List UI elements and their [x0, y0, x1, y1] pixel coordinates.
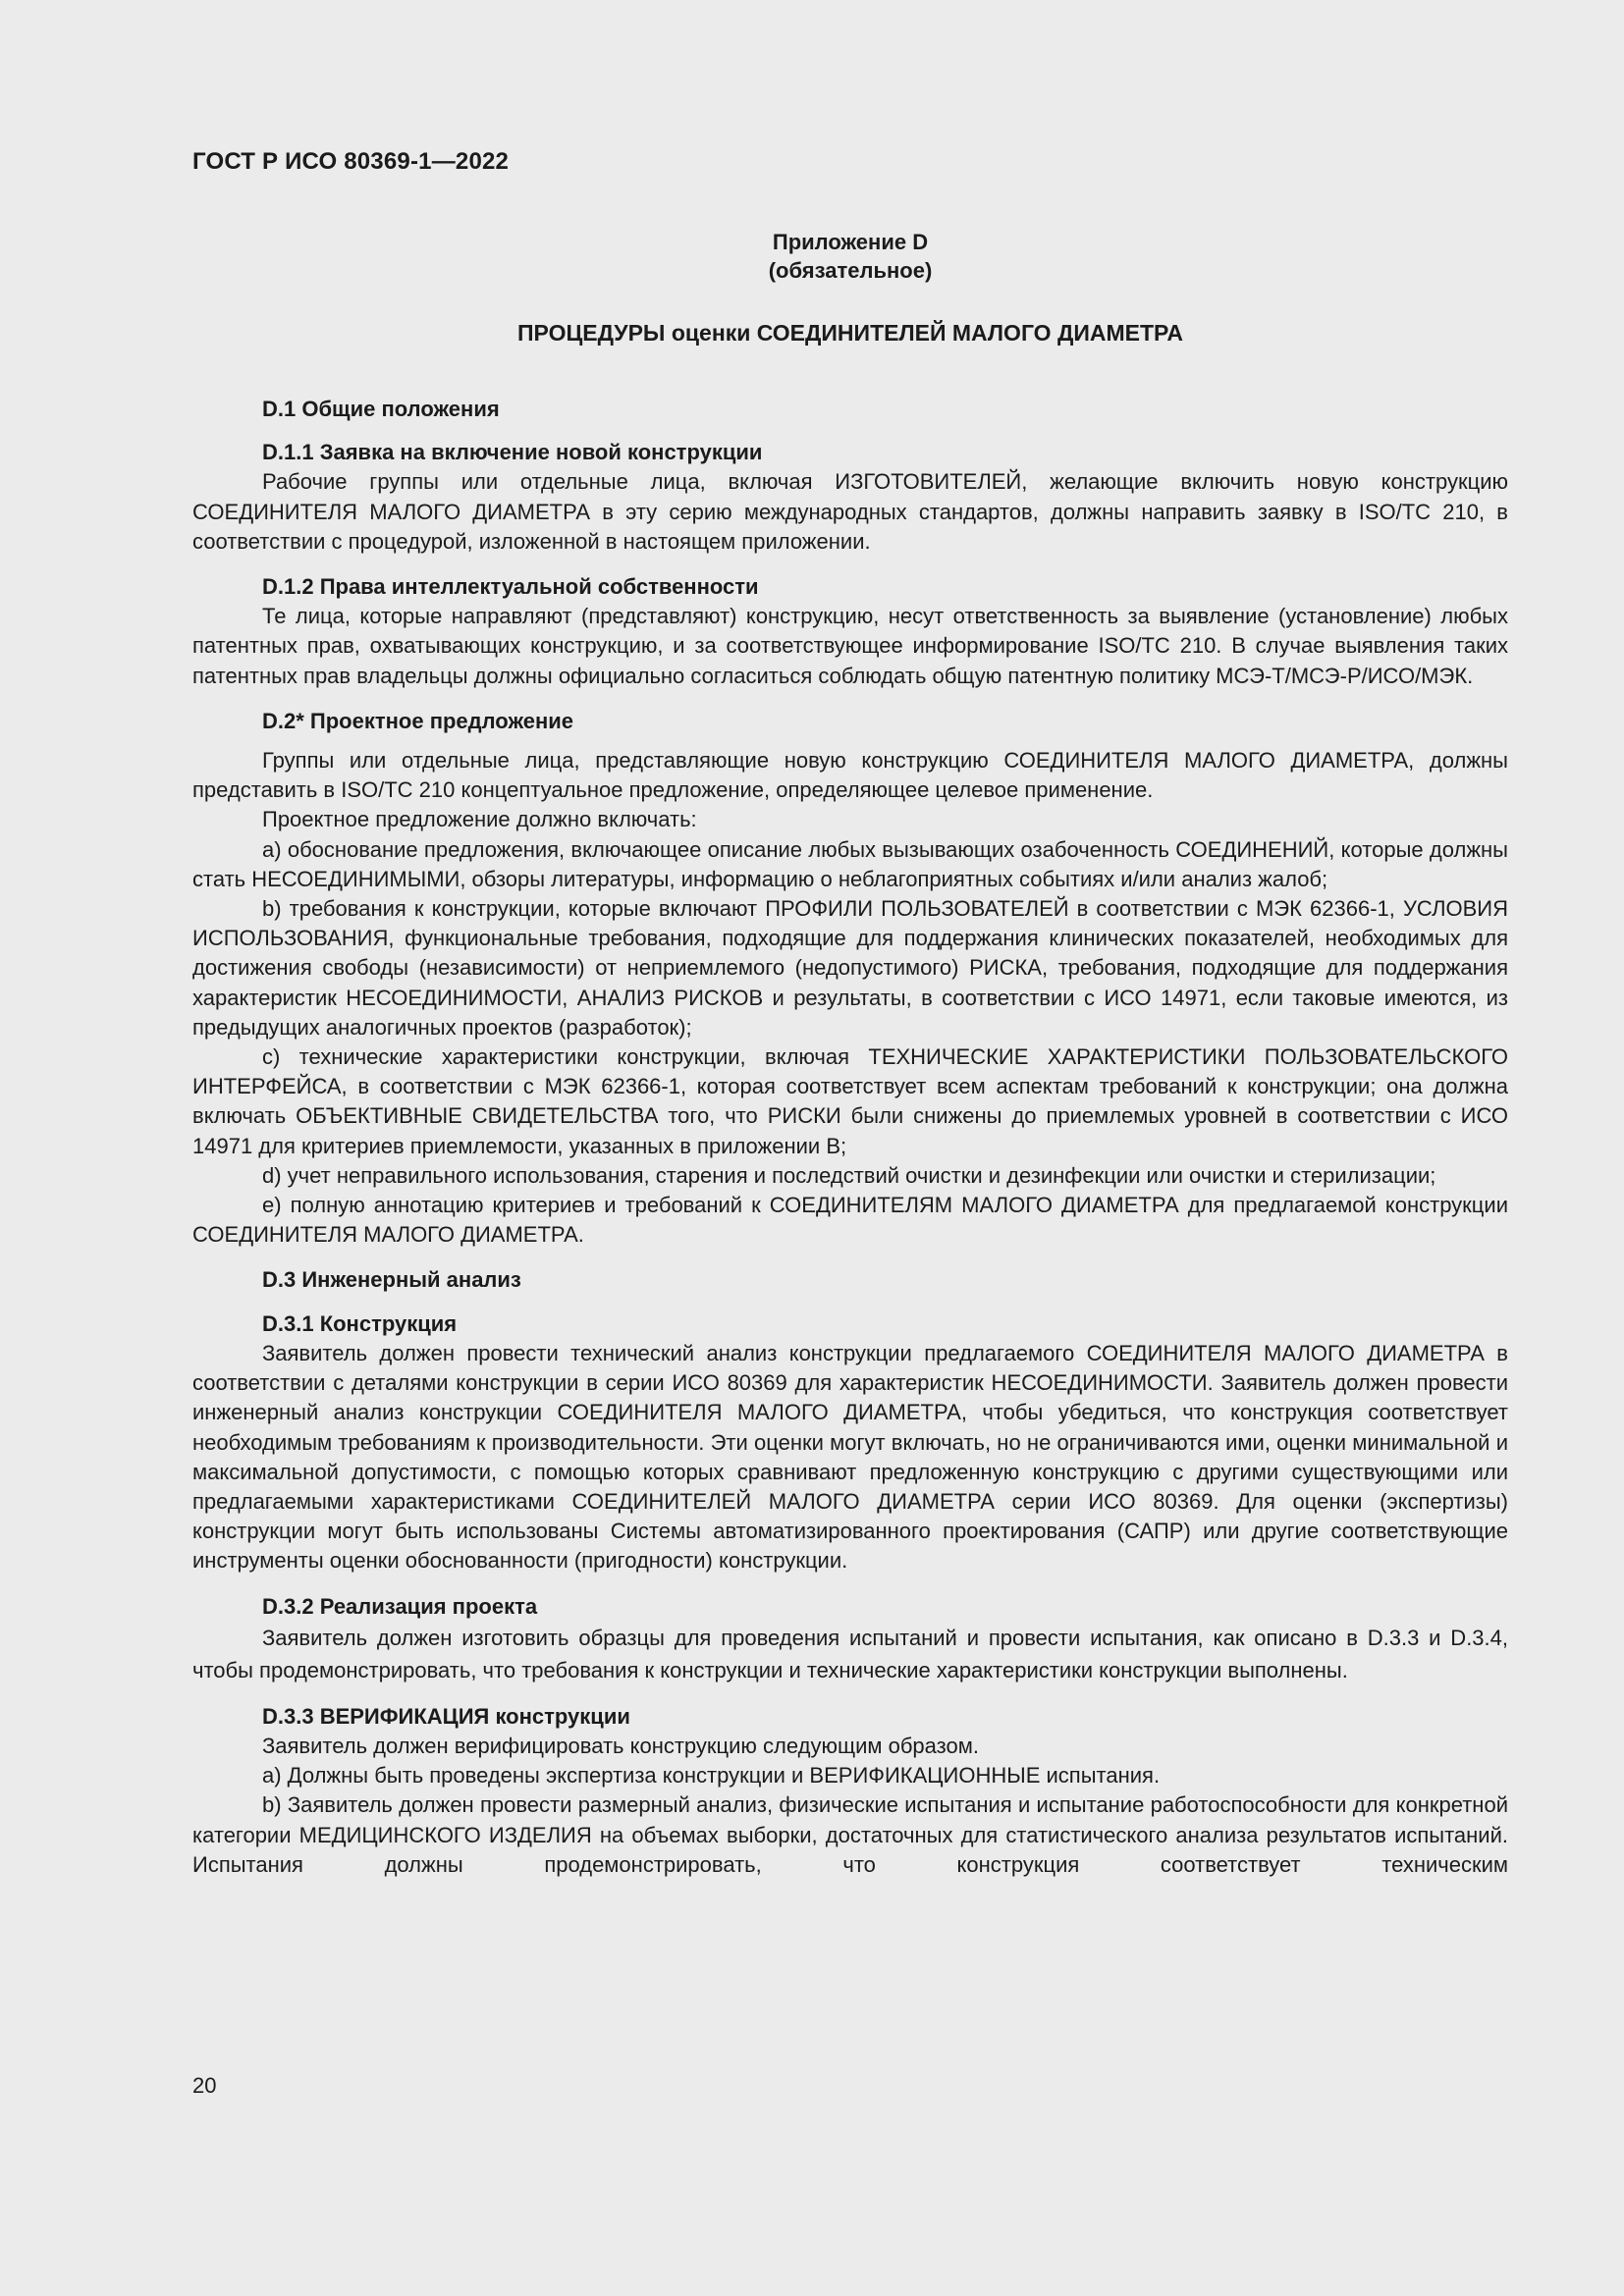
paragraph: Группы или отдельные лица, представляющие новую конструкцию СОЕДИНИТЕЛЯ МАЛОГО ДИАМЕТРА, должны представить в ISO/TC 210 концептуальное предложение, определяющее целевое применение.: [192, 748, 1508, 803]
list-item: d) учет неправильного использования, старения и последствий очистки и дезинфекции или очистки и стерилизации;: [262, 1162, 1436, 1188]
paragraph: Заявитель должен изготовить образцы для проведения испытаний и провести испытания, как описано в D.3.3 и D.3.4, чтобы продемонстрировать, что требования к конструкции и технические характеристики конструкции выполнены.: [192, 1625, 1508, 1682]
section-heading-d2: D.2* Проектное предложение: [262, 708, 574, 733]
annex-heading: [192, 228, 1508, 285]
list-item: b) требования к конструкции, которые включают ПРОФИЛИ ПОЛЬЗОВАТЕЛЕЙ в соответствии с МЭК 62366-1, УСЛОВИЯ ИСПОЛЬЗОВАНИЯ, функциональные требования, подходящие для поддержания клинических показателей, необходимых для достижения свободы (независимости) от неприемлемого (недопустимого) РИСКА, требования, подходящие для поддержания характеристик НЕСОЕДИНИМОСТИ, АНАЛИЗ РИСКОВ и результаты, в соответствии с ИСО 14971, если таковые имеются, из предыдущих аналогичных проектов (разработок);: [192, 896, 1508, 1040]
list-item: c) технические характеристики конструкции, включая ТЕХНИЧЕСКИЕ ХАРАКТЕРИСТИКИ ПОЛЬЗОВАТЕЛЬСКОГО ИНТЕРФЕЙСА, в соответствии с МЭК 62366-1, которая соответствует всем аспектам требований к конструкции; она должна включать ОБЪЕКТИВНЫЕ СВИДЕТЕЛЬСТВА того, что РИСКИ были снижены до приемлемых уровней в соответствии с ИСО 14971 для критериев приемлемости, указанных в приложении В;: [192, 1044, 1508, 1158]
list-item: b) Заявитель должен провести размерный анализ, физические испытания и испытание работоспособности для конкретной категории МЕДИЦИНСКОГО ИЗДЕЛИЯ на объемах выборки, достаточных для статистического анализа результатов испытаний. Испытания должны продемонстрировать, что конструкция соответствует техническим: [192, 1792, 1508, 1877]
page-number: 20: [192, 2073, 217, 2098]
section-heading-d33: D.3.3 ВЕРИФИКАЦИЯ конструкции: [262, 1703, 630, 1729]
paragraph: Заявитель должен верифицировать конструкцию следующим образом.: [262, 1733, 979, 1758]
paragraph: Заявитель должен провести технический анализ конструкции предлагаемого СОЕДИНИТЕЛЯ МАЛОГО ДИАМЕТРА в соответствии с деталями конструкции в серии ИСО 80369 для характеристик НЕСОЕДИНИМОСТИ. Заявитель должен провести инженерный анализ конструкции СОЕДИНИТЕЛЯ МАЛОГО ДИАМЕТРА, чтобы убедиться, что конструкция соответствует необходимым требованиям к производительности. Эти оценки могут включать, но не ограничиваются ими, оценки минимальной и максимальной допустимости, с помощью которых сравнивают предложенную конструкцию с другими существующими или предлагаемыми характеристиками СОЕДИНИТЕЛЕЙ МАЛОГО ДИАМЕТРА серии ИСО 80369. Для оценки (экспертизы) конструкции могут быть использованы Системы автоматизированного проектирования (САПР) или другие соответствующие инструменты оценки обоснованности (пригодности) конструкции.: [192, 1340, 1508, 1574]
section-heading-d32: D.3.2 Реализация проекта: [262, 1593, 538, 1619]
document-body: [192, 395, 1508, 1880]
paragraph: Те лица, которые направляют (представляют) конструкцию, несут ответственность за выявление (установление) любых патентных прав, охватывающих конструкцию, и за соответствующее информирование ISO/TC 210. В случае выявления таких патентных прав владельцы должны официально согласиться соблюдать общую патентную политику МСЭ-Т/МСЭ-Р/ИСО/МЭК.: [192, 604, 1508, 688]
paragraph: Проектное предложение должно включать:: [262, 807, 697, 832]
section-heading-d12: D.1.2 Права интеллектуальной собственности: [262, 574, 759, 600]
document-header: ГОСТ Р ИСО 80369-1—2022: [192, 148, 510, 175]
section-heading-d3: D.3 Инженерный анализ: [262, 1267, 521, 1293]
paragraph: Рабочие группы или отдельные лица, включая ИЗГОТОВИТЕЛЕЙ, желающие включить новую конструкцию СОЕДИНИТЕЛЯ МАЛОГО ДИАМЕТРА в эту серию международных стандартов, должны направить заявку в ISO/TC 210, в соответствии с процедурой, изложенной в настоящем приложении.: [192, 469, 1508, 554]
annex-title: ПРОЦЕДУРЫ оценки СОЕДИНИТЕЛЕЙ МАЛОГО ДИАМЕТРА: [517, 320, 1183, 346]
section-heading-d31: D.3.1 Конструкция: [262, 1310, 458, 1336]
list-item: a) Должны быть проведены экспертиза конструкции и ВЕРИФИКАЦИОННЫЕ испытания.: [262, 1763, 1161, 1789]
annex-status: (обязательное): [768, 258, 933, 283]
annex-label: Приложение D: [772, 230, 929, 254]
list-item: e) полную аннотацию критериев и требований к СОЕДИНИТЕЛЯМ МАЛОГО ДИАМЕТРА для предлагаемой конструкции СОЕДИНИТЕЛЯ МАЛОГО ДИАМЕТРА.: [192, 1193, 1508, 1248]
section-heading-d1: D.1 Общие положения: [262, 397, 500, 421]
section-heading-d11: D.1.1 Заявка на включение новой конструкции: [262, 440, 763, 465]
list-item: a) обоснование предложения, включающее описание любых вызывающих озабоченность СОЕДИНЕНИЙ, которые должны стать НЕСОЕДИНИМЫМИ, обзоры литературы, информацию о неблагоприятных событиях и/или анализ жалоб;: [192, 836, 1508, 891]
